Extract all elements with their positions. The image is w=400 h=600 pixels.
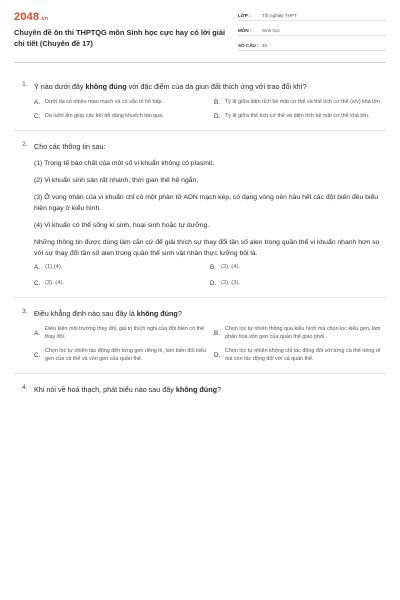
meta-class: LỚP : Tốt nghiệp THPT: [238, 10, 386, 21]
question-2: 2. Cho các thông tin sau: (1) Trong tế bào chất của một số vi khuẩn không có plasmit. (2) Vi khuẩn sinh sản rất nhanh, thời gian thế hệ ngắn. (3) Ở vùng nhân của vi khuẩn chỉ có một phân tử ADN mạch kép, có dạng vòng nên hầu hết các đột biến đều biểu hiện ngay ở kiểu hình. (4) Vi khuẩn có thể sống kí sinh, hoại sinh hoặc tự dưỡng. Những thông tin được dùng làm căn cứ để giải thích sự thay đổi tần số alen trong quần thể vi khuẩn nhanh hơn so với sự thay đổi tần số alen trong quần thể sinh vật nhân thực lưỡng bội là. A. (1),(4). B. (2), (4). C. (3), (4). D. (2), (3).: [14, 141, 386, 287]
question-3: 3. Điều khẳng định nào sau đây là không đúng? A. Điều kiện môi trường thay đổi, giá trị thích nghi của đột biến có thể thay đổi. B. Chọn lọc tự nhiên thông qua kiểu hình mà chọn lọc kiểu gen, làm phân hoá vốn gen của quần thể giao phối. C. Chọn lọc tự nhiên tác động đến từng gen riêng lẻ, làm biến đổi kiểu gen của cá thể và vốn gen của quần thể. D. Chọn lọc tự nhiên không chỉ tác động đối với từng cá thể riêng rẽ mà còn tác động đối với cả quần thể.: [14, 308, 386, 363]
info-item-4: (4) Vi khuẩn có thể sống kí sinh, hoại sinh hoặc tự dưỡng.: [34, 222, 210, 229]
document-header: [14, 0, 386, 63]
option-b[interactable]: B. (2), (4).: [210, 263, 241, 271]
option-c[interactable]: C. (3), (4).: [34, 279, 65, 287]
option-d[interactable]: D. Tỷ lệ giữa thể tích cơ thể và diện tích bề mặt cơ thể khá lớn.: [214, 112, 370, 120]
option-c[interactable]: C. Da luôn ẩm giúp các khí dễ dàng khuếch tán qua.: [34, 112, 164, 120]
option-b[interactable]: B. Chọn lọc tự nhiên thông qua kiểu hình mà chọn lọc kiểu gen, làm phân hoá vốn gen của quần thể giao phối.: [214, 326, 381, 340]
info-item-1: (1) Trong tế bào chất của một số vi khuẩn không có plasmit.: [34, 160, 215, 167]
question-1-text: Ý nào dưới đây không đúng với đặc điểm của da giun đất thích ứng với trao đổi khí?: [34, 82, 307, 91]
meta-subject: MÔN : Sinh học: [238, 25, 386, 36]
question-3-options: [34, 325, 386, 363]
info-item-3: (3) Ở vùng nhân của vi khuẩn chỉ có một phân tử ADN mạch kép, có dạng vòng nên hầu hết các đột biến đều biểu hiện ngay ở kiểu hình.: [34, 194, 379, 212]
question-3-text: Điều khẳng định nào sau đây là không đúng?: [34, 309, 182, 318]
option-a[interactable]: A. Điều kiện môi trường thay đổi, giá trị thích nghi của đột biến có thể thay đổi.: [34, 326, 205, 340]
document-title: Chuyên đề ôn thi THPTQG môn Sinh học cực hay có lời giải chi tiết (Chuyên đề 17): [14, 28, 225, 48]
question-2-options: [34, 263, 386, 287]
question-1-options: [34, 98, 386, 120]
document-meta: [238, 10, 386, 55]
info-item-2: (2) Vi khuẩn sinh sản rất nhanh, thời gian thế hệ ngắn.: [34, 177, 199, 184]
option-a[interactable]: A. (1),(4).: [34, 263, 63, 271]
option-d[interactable]: D. Chọn lọc tự nhiên không chỉ tác động đối với từng cá thể riêng rẽ mà còn tác động đối với cả quần thể.: [214, 348, 381, 362]
question-divider: [14, 297, 386, 298]
option-d[interactable]: D. (2), (3).: [210, 279, 241, 287]
question-1: 1. Ý nào dưới đây không đúng với đặc điểm của da giun đất thích ứng với trao đổi khí? A. Dưới da có nhiều mao mạch và có sắc tố hô hấp. B. Tỷ lệ giữa diện tích bề mặt cơ thể và thể tích cơ thể (s/v) khá lớn. C. Da luôn ẩm giúp các khí dễ dàng khuếch tán qua. D. Tỷ lệ giữa thể tích cơ thể và diện tích bề mặt cơ thể khá lớn.: [14, 81, 386, 120]
option-c[interactable]: C. Chọn lọc tự nhiên tác động đến từng gen riêng lẻ, làm biến đổi kiểu gen của cá thể và vốn gen của quần thể.: [34, 348, 206, 362]
meta-question-count: SỐ CÂU : 40: [238, 40, 386, 51]
site-logo[interactable]: 2048.vn: [14, 11, 49, 23]
question-4: 4. Khi nói về hoá thạch, phát biểu nào sau đây không đúng?: [14, 384, 386, 395]
option-a[interactable]: A. Dưới da có nhiều mao mạch và có sắc tố hô hấp.: [34, 98, 164, 106]
question-2-stem: Cho các thông tin sau:: [34, 142, 106, 151]
question-divider: [14, 373, 386, 374]
question-4-text: Khi nói về hoá thạch, phát biểu nào sau đây không đúng?: [34, 385, 221, 394]
question-divider: [14, 130, 386, 131]
option-b[interactable]: B. Tỷ lệ giữa diện tích bề mặt cơ thể và thể tích cơ thể (s/v) khá lớn.: [214, 98, 382, 106]
question-2-text: Những thông tin được dùng làm căn cứ để giải thích sự thay đổi tần số alen trong quần thể vi khuẩn nhanh hơn so với sự thay đổi tần số alen trong quần thể sinh vật nhân thực lưỡng bội là.: [34, 239, 380, 257]
